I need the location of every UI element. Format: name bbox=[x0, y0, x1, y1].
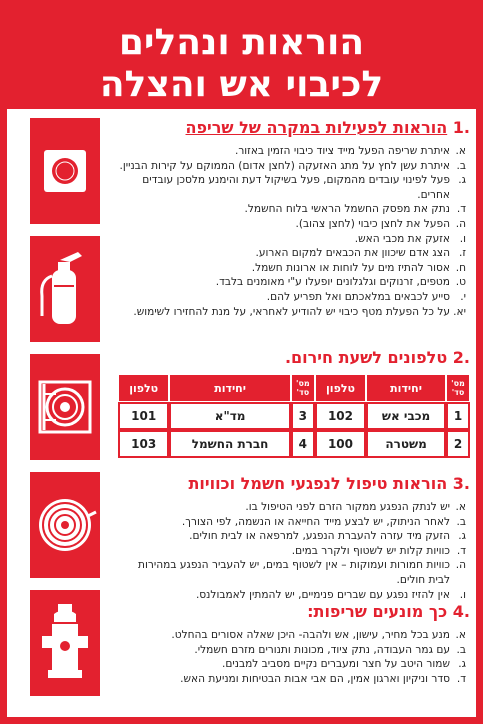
list-text: איתרת עשן לחץ על מתג האזעקה (לחצן אדום) הממוקם על קירות הבניין. bbox=[119, 159, 450, 172]
cell-phone[interactable]: 103 bbox=[118, 430, 169, 458]
list-item bbox=[116, 588, 466, 603]
section-2-title bbox=[285, 348, 470, 367]
fire-extinguisher-icon bbox=[30, 236, 100, 342]
cell-phone[interactable]: 101 bbox=[118, 402, 169, 430]
list-marker: ה. bbox=[455, 217, 466, 230]
list-item bbox=[116, 672, 466, 687]
instructions-panel bbox=[110, 112, 476, 712]
list-text: מטפים, זרנוקים וגלגלונים יופעלו ע"י מאומנים בלבד. bbox=[215, 276, 450, 289]
section-heading: טלפונים לשעת חירום. bbox=[284, 348, 448, 367]
table-row bbox=[118, 430, 470, 458]
cell-serial: 3 bbox=[291, 402, 315, 430]
list-text: אזעק את מכבי האש. bbox=[354, 232, 450, 245]
col-header-unit: יחידות bbox=[366, 374, 446, 402]
list-marker: ב. bbox=[456, 643, 466, 656]
fire-prevention-list bbox=[116, 628, 466, 686]
list-text: מנע בכל מחיר, עישון, אש ולהבה- היכן שאלה אסורים בהחלט. bbox=[171, 629, 450, 641]
table-header-row bbox=[118, 374, 470, 402]
list-marker: א. bbox=[455, 629, 466, 641]
list-item bbox=[116, 305, 466, 320]
list-item bbox=[116, 558, 466, 587]
cell-unit: משטרה bbox=[366, 430, 446, 458]
section-number: .3 bbox=[452, 474, 470, 493]
list-item bbox=[116, 232, 466, 247]
cell-serial: 2 bbox=[446, 430, 470, 458]
list-marker: ז. bbox=[458, 247, 466, 260]
list-marker: ו. bbox=[459, 232, 466, 245]
list-item bbox=[116, 275, 466, 290]
section-number: .1 bbox=[452, 118, 470, 137]
list-item bbox=[116, 246, 466, 261]
col-header-serial: מס' סד' bbox=[291, 374, 315, 402]
list-marker: ט. bbox=[455, 276, 466, 289]
list-text: הצג אדם שיכוון את הכבאים למקום הארוע. bbox=[255, 247, 450, 260]
hose-reel-icon bbox=[30, 472, 100, 578]
section-number: .2 bbox=[452, 348, 470, 367]
list-item bbox=[116, 657, 466, 672]
list-text: פעל לפינוי עובדים מהמקום, פעל בשיקול דעת והימנע מלסכן עובדים אחרים. bbox=[142, 174, 450, 201]
list-marker: ד. bbox=[456, 544, 466, 557]
list-marker: ג. bbox=[458, 658, 466, 671]
electric-burn-instructions-list bbox=[116, 500, 466, 602]
section-1-title bbox=[186, 118, 470, 137]
fire-instructions-list bbox=[116, 144, 466, 319]
section-heading: הוראות טיפול לנפגעי חשמל וכוויות bbox=[188, 474, 448, 493]
list-marker: ח. bbox=[455, 261, 466, 274]
header-title-line2: לכיבוי אש והצלה bbox=[99, 64, 384, 105]
list-text: לאחר הניתוק, יש לבצע מייד החייאה או הנשמה, לפי הצורך. bbox=[181, 515, 450, 528]
header-title-line1: הוראות ונהלים bbox=[118, 22, 365, 63]
list-text: על כל הפעלת מטף כיבוי יש להודיע לאחראי, על מנת להחזירו לשימוש. bbox=[133, 305, 450, 318]
list-text: נתק את מפסק החשמל הראשי בלוח החשמל. bbox=[244, 203, 450, 216]
list-item bbox=[116, 544, 466, 559]
list-marker: ב. bbox=[456, 159, 466, 172]
list-text: כוויות קלות יש לשטוף ולקרר במים. bbox=[291, 544, 450, 557]
list-marker: ב. bbox=[456, 515, 466, 528]
list-text: הזעק מיד עזרה להעברת הנפגע, למרפאה או לבית חולים. bbox=[189, 530, 450, 543]
cell-phone[interactable]: 100 bbox=[315, 430, 366, 458]
list-item bbox=[116, 202, 466, 217]
list-item bbox=[116, 217, 466, 232]
section-heading: כך מונעים שריפות: bbox=[307, 602, 448, 621]
cell-unit: מד"א bbox=[169, 402, 291, 430]
list-marker: ה. bbox=[455, 559, 466, 572]
list-text: עם גמר העבודה, נתק ציוד, מכונות ותנורים מזרם חשמלי. bbox=[194, 643, 450, 656]
list-item bbox=[116, 144, 466, 159]
list-item bbox=[116, 261, 466, 276]
col-header-phone: טלפון bbox=[315, 374, 366, 402]
cell-serial: 1 bbox=[446, 402, 470, 430]
list-text: סייע לכבאים במלאכתם ואל תפריע להם. bbox=[266, 290, 450, 303]
emergency-phones-table bbox=[118, 374, 470, 458]
list-text: הפעל את לחצן כיבוי (לחצן צהוב). bbox=[295, 217, 450, 230]
list-text: אסור להתיז מים על לוחות או ארונות חשמל. bbox=[251, 261, 450, 274]
section-number: .4 bbox=[452, 602, 470, 621]
list-item bbox=[116, 529, 466, 544]
section-4-title bbox=[307, 602, 470, 621]
list-marker: א. bbox=[455, 145, 466, 157]
list-text: סדר וניקיון וארגון אמין, הם אבי אבות הבטיחות ומניעת האש. bbox=[180, 672, 450, 685]
list-item bbox=[116, 159, 466, 174]
list-text: יש לנתק הנפגע ממקור הזרם לפני הטיפול בו. bbox=[245, 501, 450, 513]
list-marker: ו. bbox=[459, 588, 466, 601]
cell-serial: 4 bbox=[291, 430, 315, 458]
list-item bbox=[116, 290, 466, 305]
list-marker: ד. bbox=[456, 203, 466, 216]
list-marker: ג. bbox=[458, 174, 466, 187]
fire-alarm-button-icon bbox=[30, 118, 100, 224]
fire-hydrant-icon bbox=[30, 590, 100, 696]
list-item bbox=[116, 643, 466, 658]
list-marker: ג. bbox=[458, 530, 466, 543]
list-item bbox=[116, 515, 466, 530]
list-marker: יא. bbox=[453, 305, 466, 318]
list-marker: י. bbox=[460, 290, 466, 303]
col-header-phone: טלפון bbox=[118, 374, 169, 402]
cell-phone[interactable]: 102 bbox=[315, 402, 366, 430]
sign-header bbox=[7, 7, 476, 109]
list-marker: א. bbox=[455, 501, 466, 513]
list-item bbox=[116, 173, 466, 202]
list-text: אין להזיז נפגע עם שברים פנימיים, יש להמתין לאמבולנס. bbox=[195, 588, 450, 601]
cell-unit: מכבי אש bbox=[366, 402, 446, 430]
list-text: שמור היטב על חצר ומעברים נקיים מסביב למבנים. bbox=[221, 658, 450, 671]
list-marker: ד. bbox=[456, 672, 466, 685]
list-item bbox=[116, 628, 466, 643]
table-row bbox=[118, 402, 470, 430]
list-item bbox=[116, 500, 466, 515]
section-heading: הוראות לפעילות במקרה של שריפה bbox=[185, 118, 448, 137]
col-header-unit: יחידות bbox=[169, 374, 291, 402]
list-text: כוויות חמורות ועמוקות – אין לשטוף במים, יש להעביר הנפגע במהירות לבית חולים. bbox=[138, 559, 450, 586]
list-text: איתרת שריפה הפעל מייד ציוד כיבוי הזמין באזור. bbox=[234, 145, 450, 157]
col-header-serial: מס' סד' bbox=[446, 374, 470, 402]
section-3-title bbox=[188, 474, 470, 493]
fire-hose-cabinet-icon bbox=[30, 354, 100, 460]
cell-unit: חברת החשמל bbox=[169, 430, 291, 458]
